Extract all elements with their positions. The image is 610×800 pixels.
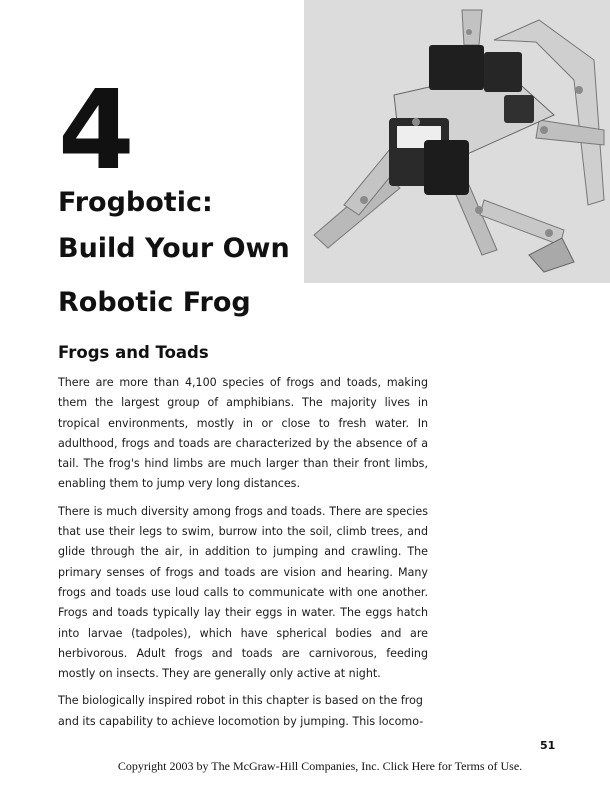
page-number: 51 — [540, 739, 556, 752]
copyright-notice: Copyright 2003 by The McGraw-Hill Companies, Inc. Click Here for Terms of Use. — [117, 759, 523, 773]
chapter-title-line: Build Your Own — [58, 233, 290, 264]
paragraph: There is much diversity among frogs and toads. There are species that use their legs to swim, burrow into the soil, climb trees, and glide through the air, in addition to jumping and crawling. The primary senses of frogs and toads are vision and hearing. Many frogs and toads use loud calls to communicate with one another. Frogs and toads typically lay their eggs in water. The eggs hatch into larvae (tadpoles), which have spherical bodies and are herbivorous. Adult frogs and toads are carnivorous, feeding mostly on insects. They are generally only active at night. — [58, 504, 428, 681]
paragraph: The biologically inspired robot in this chapter is based on the frog and its capability to achieve locomotion by jumping. This locomo- — [58, 694, 424, 728]
body-text — [58, 373, 428, 739]
section-heading: Frogs and Toads — [58, 343, 209, 362]
paragraph: There are more than 4,100 species of frogs and toads, making them the largest group of amphibians. The majority lives in tropical environments, mostly in or close to fresh water. In adulthood, frogs and toads are characterized by the absence of a tail. The frog's hind limbs are much larger than their front limbs, enabling them to jump very long distances. — [58, 376, 428, 491]
chapter-title — [58, 180, 358, 322]
chapter-title-line: Frogbotic: — [58, 187, 213, 218]
chapter-title-line: Robotic Frog — [58, 287, 251, 318]
chapter-number: 4 — [58, 66, 135, 194]
